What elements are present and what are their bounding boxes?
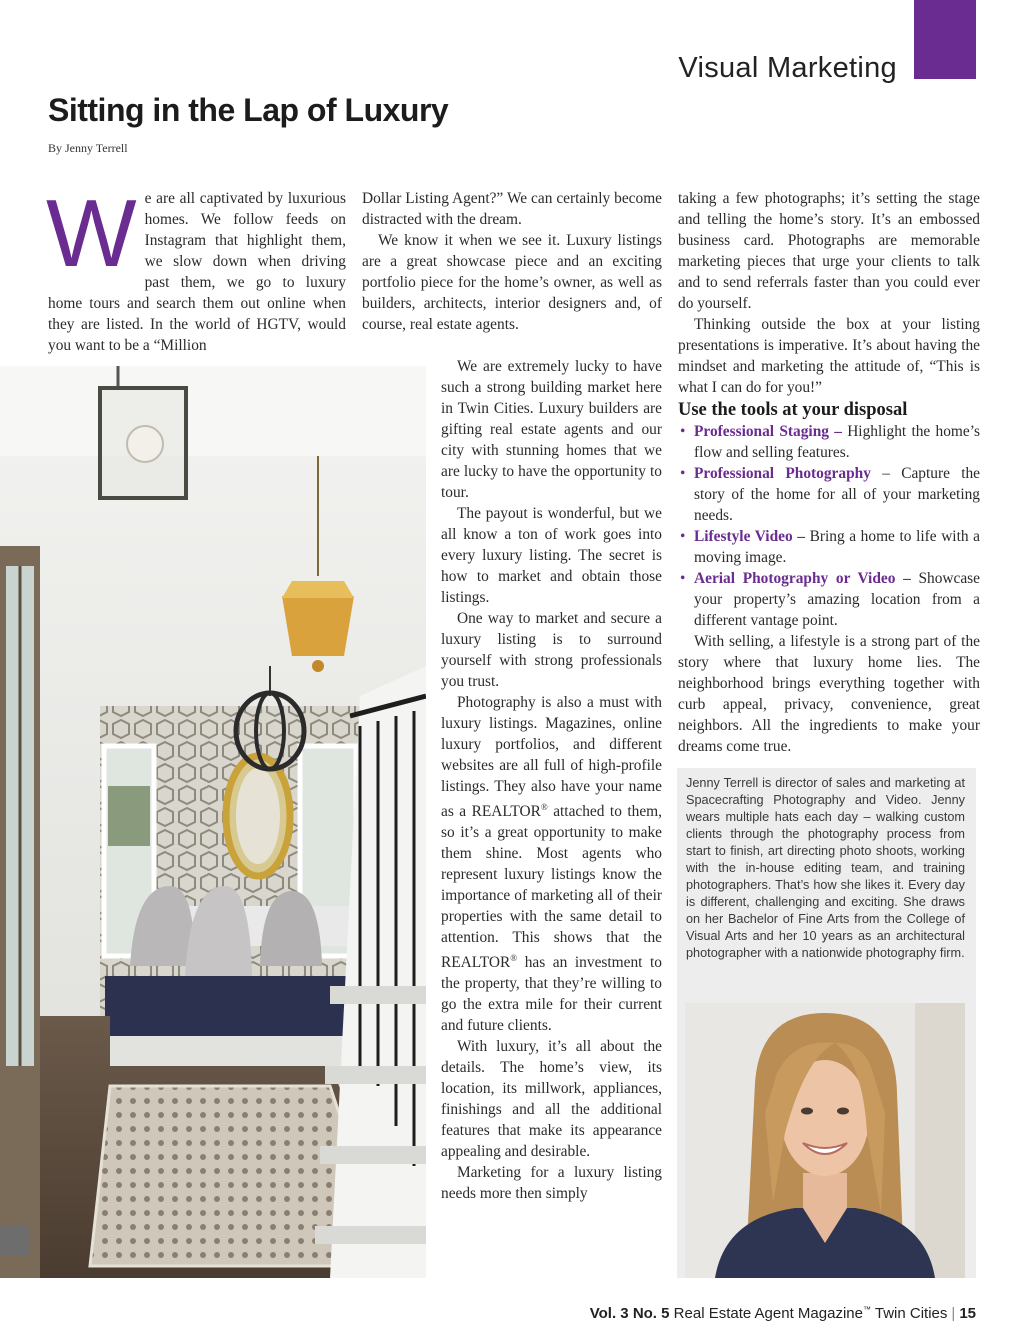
column-2-main — [441, 356, 662, 1204]
issue-volume: Vol. 3 No. 5 — [589, 1305, 670, 1322]
paragraph: We are extremely lucky to have such a strong building market here in Twin Cities. Luxury builders are gifting real estate agents and our city with stunning homes that we are lucky to have the opportunity to tour. — [441, 358, 662, 501]
paragraph: Dollar Listing Agent?” We can certainly become distracted with the dream. — [362, 190, 662, 228]
section-color-tab — [914, 0, 976, 79]
author-portrait — [685, 1003, 965, 1278]
magazine-name: Real Estate Agent Magazine — [673, 1305, 863, 1322]
author-bio-box — [677, 768, 976, 1278]
paragraph: With luxury, it’s all about the details. The home’s view, its location, its millwork, appliances, finishings and all the additional features that make its appearance appealing and desirable. — [441, 1038, 662, 1161]
interior-illustration — [0, 366, 426, 1278]
tools-list — [678, 421, 980, 631]
column-3 — [678, 188, 980, 757]
paragraph: Thinking outside the box at your listing presentations is imperative. It’s about having the mindset and marketing the attitude of, “This is what I can do for you!” — [678, 316, 980, 396]
subheading: Use the tools at your disposal — [678, 400, 908, 420]
article-title: Sitting in the Lap of Luxury — [48, 92, 449, 128]
author-bio: Jenny Terrell is director of sales and marketing at Spacecrafting Photography and Video. Jenny wears multiple hats each day – walking custom clients through the photography process from start to finish, art directing photo shoots, working with the in-house editing team, and training photographers. That’s how she likes it. Every day is different, challenging and exciting. She draws on her Bachelor of Fine Arts from the College of Visual Arts and her 10 years as an architectural photographer with a nationwide photography firm. — [686, 776, 965, 960]
paragraph: taking a few photographs; it’s setting the stage and telling the home’s story. It’s an embossed business card. Photographs are memorable marketing pieces that urge your clients to talk and to send referrals faster than you could ever do yourself. — [678, 190, 980, 312]
paragraph: Photography is also a must with luxury listings. Magazines, online luxury portfolios, and different websites are all full of high-profile listings. They also have your name as a REALTOR® attached to them, so it’s a great opportunity to make them shine. Most agents who represent luxury listings know the importance of marketing all of their properties with the same detail to attention. This shows that the REALTOR® has an investment to the property, that they’re willing to go the extra mile for their current and future clients. — [441, 694, 662, 1035]
trademark: ™ — [862, 1305, 871, 1314]
footer-separator: | — [951, 1305, 956, 1322]
drop-cap: W — [46, 180, 137, 287]
paragraph: One way to market and secure a luxury listing is to surround yourself with strong professionals you trust. — [441, 610, 662, 690]
column-2-top — [362, 188, 662, 335]
list-item: • Aerial Photography or Video – Showcase your property’s amazing location from a different vantage point. — [678, 568, 980, 631]
paragraph: With selling, a lifestyle is a strong part of the story where that luxury home lies. The neighborhood brings everything together with curb appeal, privacy, convenience, great neighbors. All the ingredients to make your dreams come true. — [678, 633, 980, 755]
list-item: • Professional Staging – Highlight the home’s flow and selling features. — [678, 421, 980, 463]
section-label: Visual Marketing — [678, 52, 897, 84]
paragraph: We know it when we see it. Luxury listings are a great showcase piece and an exciting portfolio piece for the home’s owner, as well as builders, architects, interior designers and, of course, real estate agents. — [362, 232, 662, 333]
byline: By Jenny Terrell — [48, 141, 128, 155]
interior-photo — [0, 366, 426, 1278]
list-item: • Professional Photography – Capture the story of the home for all of your marketing needs. — [678, 463, 980, 526]
author-photo-illustration — [685, 1003, 965, 1278]
magazine-city: Twin Cities — [874, 1305, 948, 1322]
page-number: 15 — [959, 1305, 976, 1322]
paragraph: Marketing for a luxury listing needs more then simply — [441, 1164, 662, 1203]
column-1 — [46, 180, 346, 356]
page-footer — [590, 1305, 976, 1322]
paragraph: The payout is wonderful, but we all know a ton of work goes into every luxury listing. The secret is how to market and obtain those listings. — [441, 505, 662, 606]
list-item: • Lifestyle Video – Bring a home to life with a moving image. — [678, 526, 980, 568]
intro-paragraph: We are all captivated by luxurious homes. We follow feeds on Instagram that highlight them, we slow down when driving past them, we go to luxury home tours and search them out online when they are listed. In the world of HGTV, would you want to be a “Million — [46, 180, 346, 354]
